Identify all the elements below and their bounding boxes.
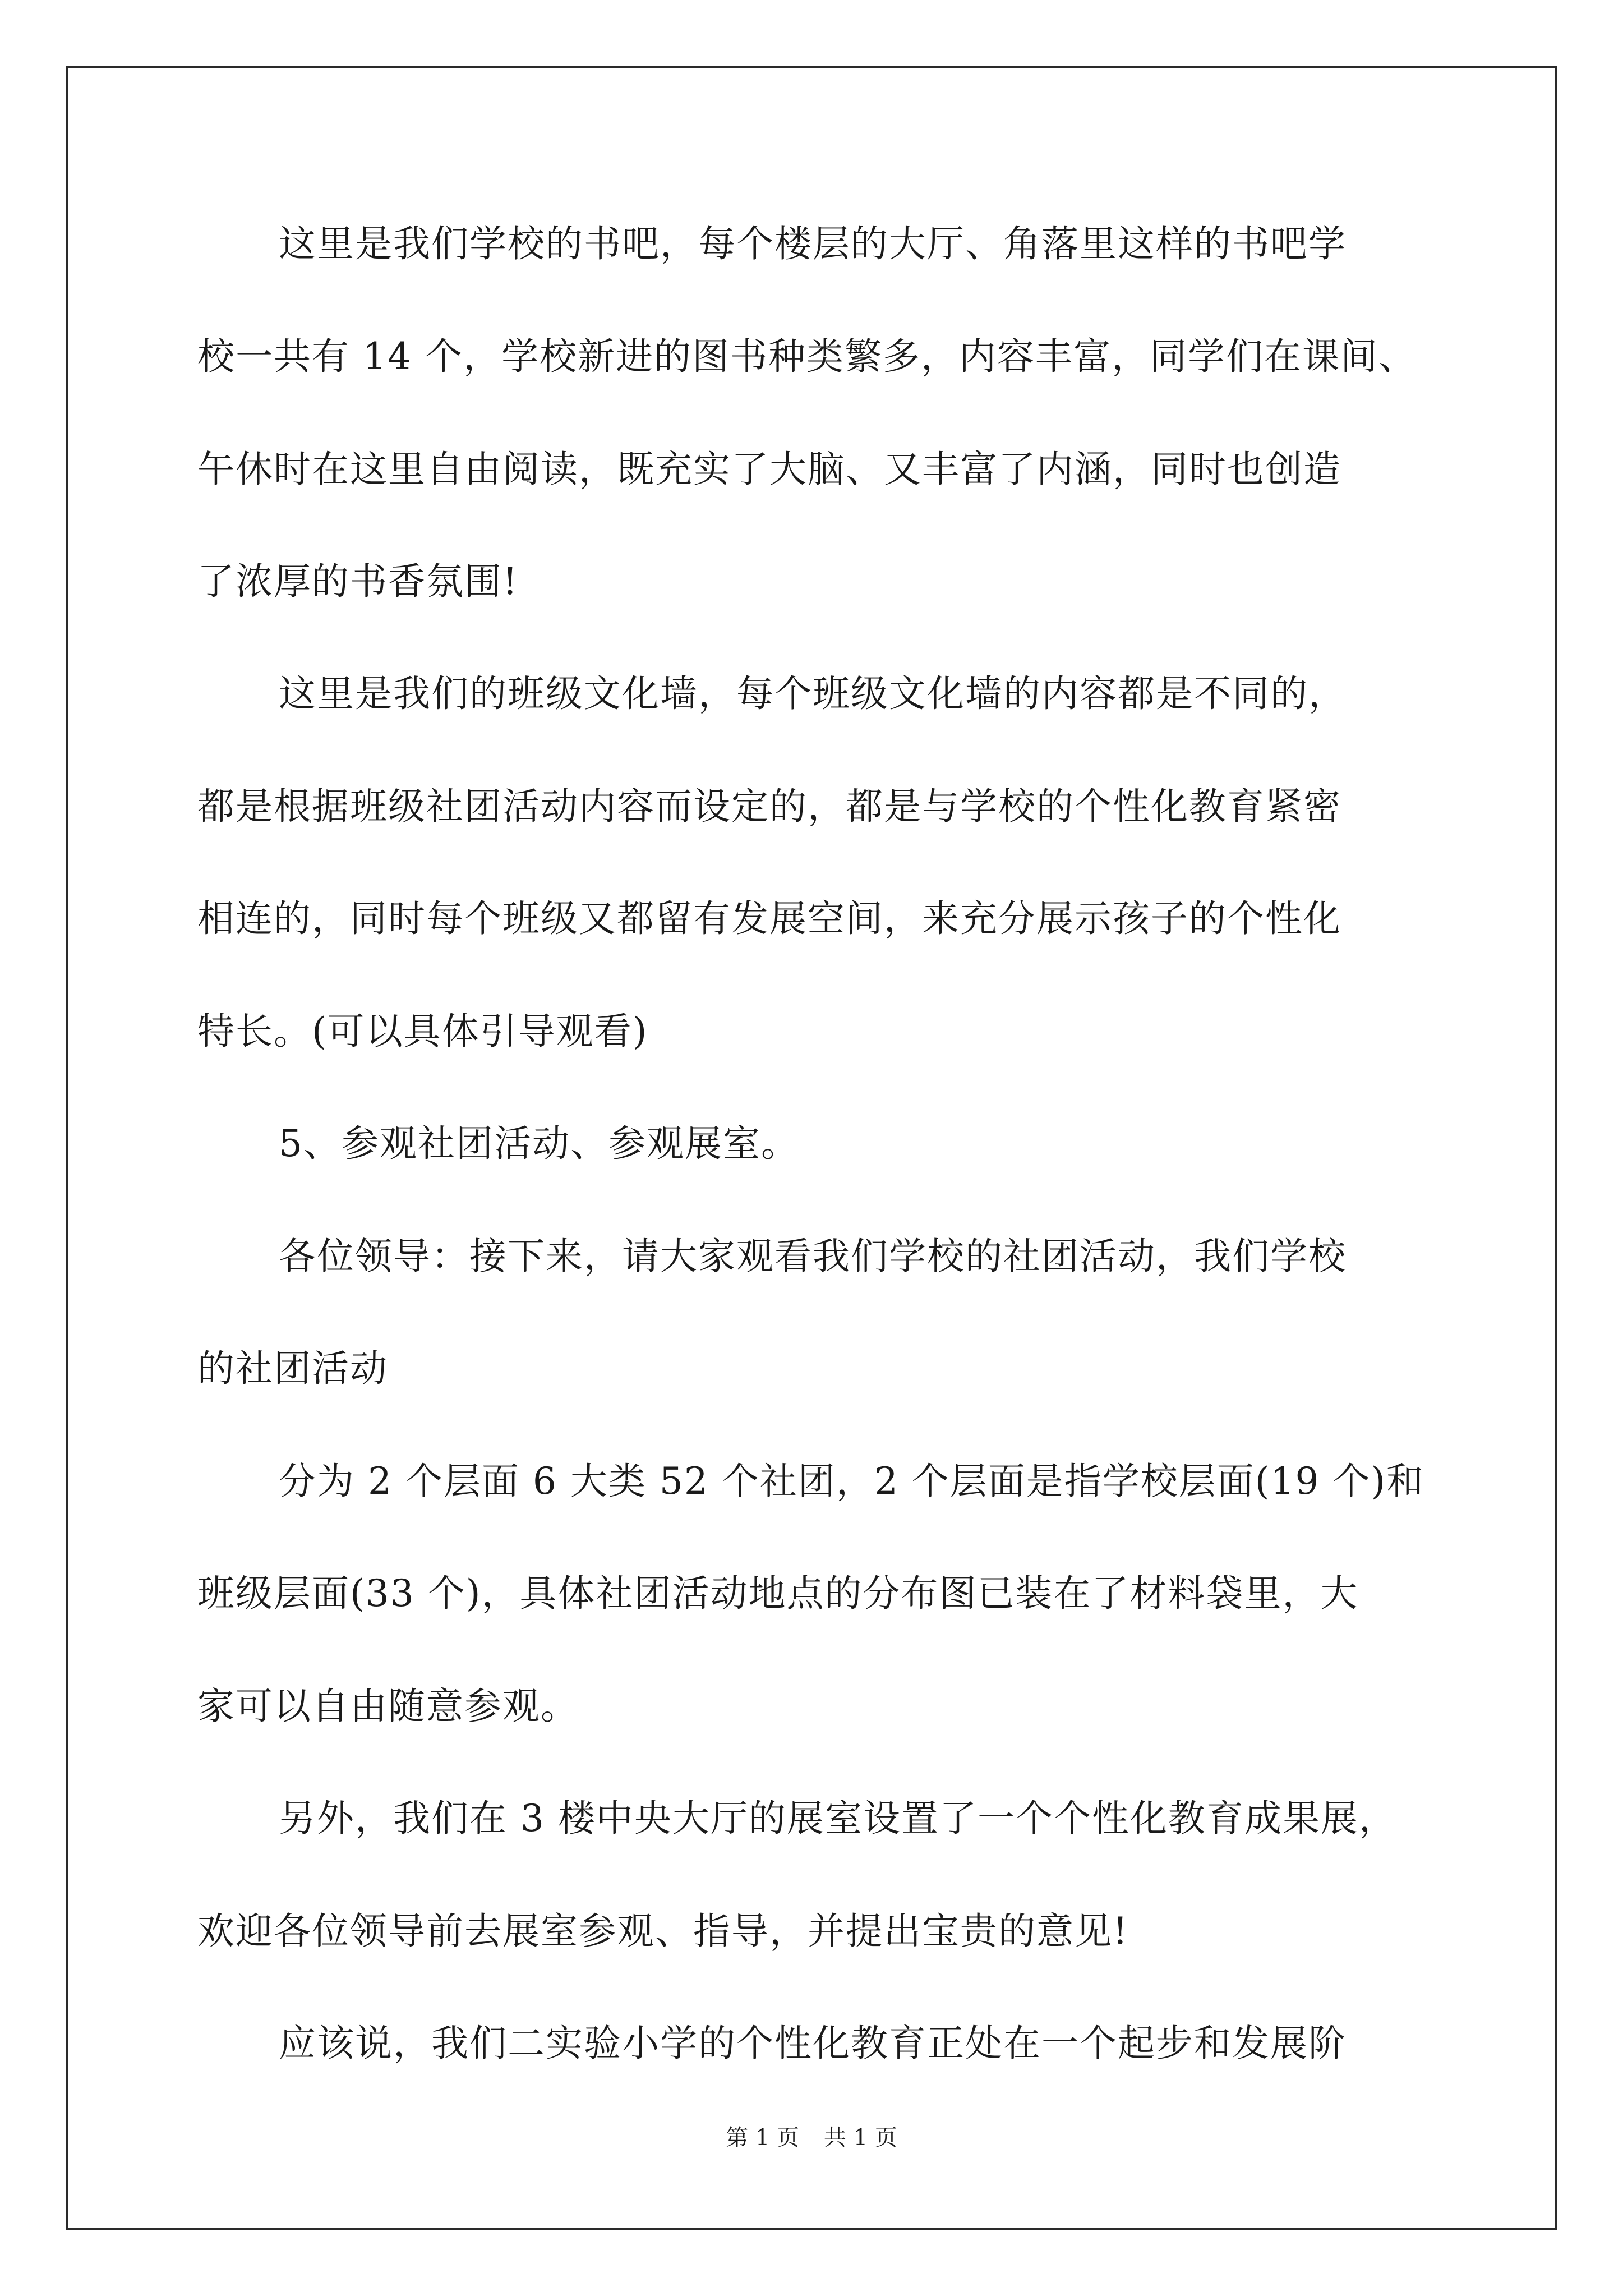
text-line: 都是根据班级社团活动内容而设定的，都是与学校的个性化教育紧密 xyxy=(197,785,1341,828)
text-line: 了浓厚的书香氛围! xyxy=(197,560,519,603)
section-heading: 5、参观社团活动、参观展室。 xyxy=(279,1122,799,1165)
page-number: 第 1 页 xyxy=(726,2125,799,2151)
text-line: 各位领导：接下来，请大家观看我们学校的社团活动，我们学校 xyxy=(279,1235,1347,1278)
text-line: 相连的，同时每个班级又都留有发展空间，来充分展示孩子的个性化 xyxy=(197,897,1341,940)
text-line: 午休时在这里自由阅读，既充实了大脑、又丰富了内涵，同时也创造 xyxy=(197,448,1341,491)
text-line: 这里是我们学校的书吧，每个楼层的大厅、角落里这样的书吧学 xyxy=(279,222,1347,265)
text-line: 的社团活动 xyxy=(197,1347,388,1390)
text-line: 班级层面(33 个)，具体社团活动地点的分布图已装在了材料袋里，大 xyxy=(197,1572,1359,1615)
text-line: 分为 2 个层面 6 大类 52 个社团，2 个层面是指学校层面(19 个)和 xyxy=(279,1460,1425,1503)
page-footer xyxy=(0,2121,1623,2155)
text-line: 特长。(可以具体引导观看) xyxy=(197,1010,648,1053)
text-line: 另外，我们在 3 楼中央大厅的展室设置了一个个性化教育成果展， xyxy=(279,1797,1397,1840)
text-line: 家可以自由随意参观。 xyxy=(197,1685,579,1728)
text-line: 欢迎各位领导前去展室参观、指导，并提出宝贵的意见! xyxy=(197,1910,1129,1953)
text-line: 这里是我们的班级文化墙，每个班级文化墙的内容都是不同的， xyxy=(279,672,1347,715)
page-total: 共 1 页 xyxy=(824,2125,897,2151)
text-line: 应该说，我们二实验小学的个性化教育正处在一个起步和发展阶 xyxy=(279,2022,1347,2065)
text-line: 校一共有 14 个，学校新进的图书种类繁多，内容丰富，同学们在课间、 xyxy=(197,335,1417,378)
